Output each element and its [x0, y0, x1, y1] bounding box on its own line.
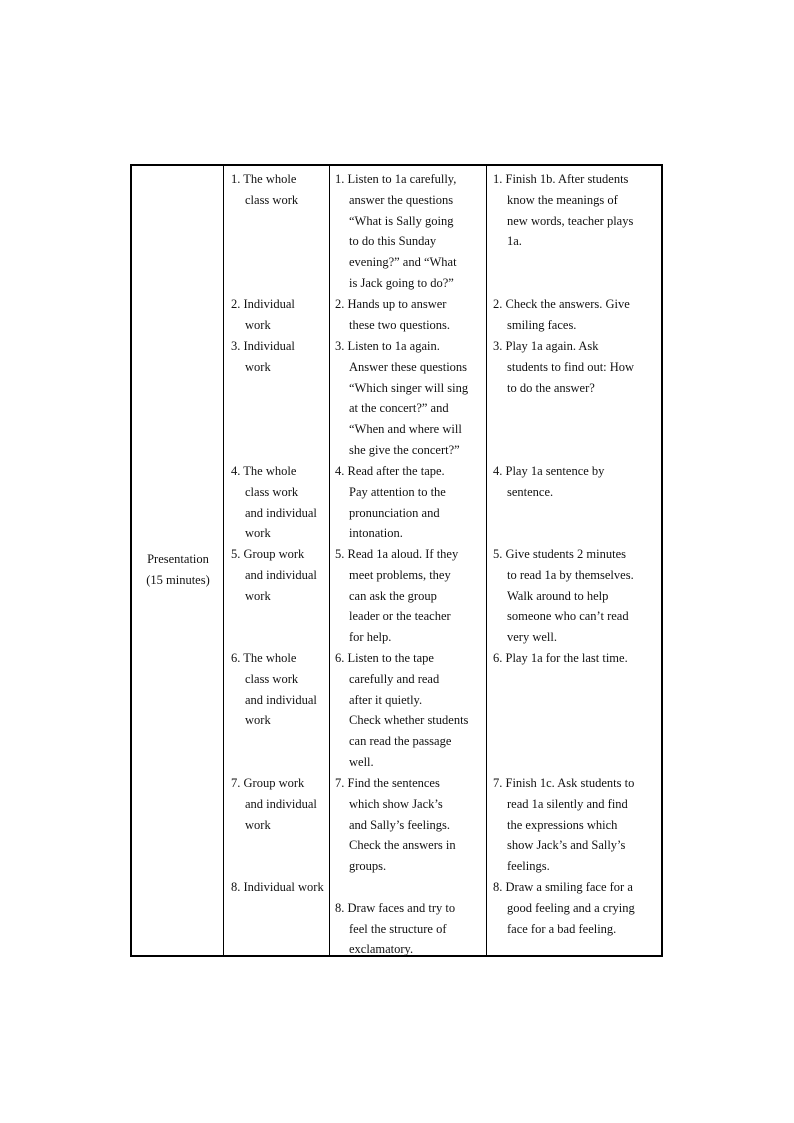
- student-activity-line: pronunciation and: [349, 505, 440, 520]
- training-form-line: work: [245, 359, 271, 374]
- student-activity-cell: [330, 648, 486, 773]
- student-activity-line: which show Jack’s: [349, 796, 443, 811]
- training-form-line: 7. Group work: [231, 776, 305, 790]
- student-activity-line: these two questions.: [349, 317, 451, 332]
- student-activity-line: carefully and read: [349, 671, 440, 686]
- student-activity-cell: [330, 294, 486, 336]
- training-form-line: 6. The whole: [231, 651, 297, 665]
- teacher-activity-line: 5. Give students 2 minutes: [493, 547, 626, 561]
- student-activity-line: Pay attention to the: [349, 484, 446, 499]
- training-form-line: class work: [245, 192, 299, 207]
- training-form-cell: [224, 877, 329, 898]
- teacher-activity-cell: [487, 648, 662, 669]
- training-form-line: 5. Group work: [231, 547, 305, 561]
- teacher-activity-line: 7. Finish 1c. Ask students to: [493, 776, 635, 790]
- student-activity-line: at the concert?” and: [349, 401, 449, 416]
- student-activity-line: feel the structure of: [349, 921, 447, 936]
- training-form-line: work: [245, 713, 271, 728]
- student-activity-line: groups.: [349, 859, 387, 874]
- training-form-cell: [224, 773, 329, 835]
- student-activity-line: is Jack going to do?”: [349, 275, 454, 290]
- training-form-cell: [224, 461, 329, 544]
- student-activity-line: 7. Find the sentences: [335, 776, 440, 790]
- student-activity-line: exclamatory.: [349, 942, 414, 957]
- student-activity-line: Check whether students: [349, 713, 469, 728]
- training-form-line: and individual: [245, 567, 317, 582]
- training-form-line: and individual: [245, 505, 317, 520]
- student-activity-line: she give the concert?”: [349, 442, 460, 457]
- teacher-activity-line: someone who can’t read: [507, 609, 629, 624]
- stage-cell: [132, 549, 224, 591]
- student-activity-line: 1. Listen to 1a carefully,: [335, 172, 457, 186]
- training-form-cell: [224, 169, 329, 211]
- student-activity-line: to do this Sunday: [349, 234, 437, 249]
- student-activity-line: “Which singer will sing: [349, 380, 469, 395]
- teacher-activity-line: the expressions which: [507, 817, 618, 832]
- training-form-line: class work: [245, 484, 299, 499]
- student-activity-line: 4. Read after the tape.: [335, 464, 445, 478]
- training-form-line: class work: [245, 671, 299, 686]
- training-form-line: 1. The whole: [231, 172, 297, 186]
- teacher-activity-cell: [487, 544, 662, 648]
- training-form-line: 4. The whole: [231, 464, 297, 478]
- training-form-cell: [224, 648, 329, 731]
- training-form-line: work: [245, 526, 271, 541]
- training-form-line: 2. Individual: [231, 297, 295, 311]
- training-form-cell: [224, 544, 329, 606]
- student-activity-line: can ask the group: [349, 588, 437, 603]
- teacher-activity-line: 4. Play 1a sentence by: [493, 464, 605, 478]
- teacher-activity-line: to do the answer?: [507, 380, 595, 395]
- student-activity-line: can read the passage: [349, 734, 452, 749]
- student-activity-line: “What is Sally going: [349, 213, 454, 228]
- training-form-line: 3. Individual: [231, 339, 295, 353]
- teacher-activity-line: 8. Draw a smiling face for a: [493, 880, 633, 894]
- teacher-activity-line: smiling faces.: [507, 317, 577, 332]
- teacher-activity-line: 2. Check the answers. Give: [493, 297, 630, 311]
- training-form-line: work: [245, 588, 271, 603]
- student-activity-cell: [330, 877, 486, 960]
- student-activity-cell: [330, 336, 486, 461]
- student-activity-line: well.: [349, 754, 374, 769]
- student-activity-line: 2. Hands up to answer: [335, 297, 447, 311]
- student-activity-line: 6. Listen to the tape: [335, 651, 434, 665]
- student-activity-line: 8. Draw faces and try to: [335, 900, 456, 915]
- student-activity-line: “When and where will: [349, 422, 462, 437]
- student-activity-line: evening?” and “What: [349, 255, 457, 270]
- student-activity-line: 5. Read 1a aloud. If they: [335, 547, 459, 561]
- teacher-activity-line: to read 1a by themselves.: [507, 567, 634, 582]
- teacher-activity-cell: [487, 877, 662, 939]
- teacher-activity-line: feelings.: [507, 859, 550, 874]
- teacher-activity-cell: [487, 461, 662, 503]
- teacher-activity-line: face for a bad feeling.: [507, 921, 617, 936]
- teacher-activity-line: 6. Play 1a for the last time.: [493, 651, 628, 665]
- training-form-cell: [224, 336, 329, 378]
- student-activity-cell: [330, 544, 486, 648]
- student-activity-line: leader or the teacher: [349, 609, 451, 624]
- teacher-activity-line: 1a.: [507, 234, 522, 249]
- student-activity-line: [335, 877, 481, 898]
- student-activity-line: 3. Listen to 1a again.: [335, 339, 440, 353]
- student-activity-line: and Sally’s feelings.: [349, 817, 451, 832]
- student-activity-line: intonation.: [349, 526, 403, 541]
- student-activity-cell: [330, 169, 486, 294]
- teacher-activity-cell: [487, 336, 662, 398]
- student-activity-cell: [330, 773, 486, 877]
- teacher-activity-line: students to find out: How: [507, 359, 635, 374]
- training-form-line: work: [245, 817, 271, 832]
- teacher-activity-line: know the meanings of: [507, 192, 618, 207]
- teacher-activity-cell: [487, 169, 662, 252]
- student-activity-line: for help.: [349, 630, 392, 645]
- teacher-activity-line: 1. Finish 1b. After students: [493, 172, 629, 186]
- student-activity-line: Check the answers in: [349, 838, 456, 853]
- student-activity-line: meet problems, they: [349, 567, 451, 582]
- training-form-line: work: [245, 317, 271, 332]
- teacher-activity-line: 3. Play 1a again. Ask: [493, 339, 599, 353]
- student-activity-line: Answer these questions: [349, 359, 468, 374]
- teacher-activity-cell: [487, 773, 662, 877]
- teacher-activity-line: show Jack’s and Sally’s: [507, 838, 626, 853]
- teacher-activity-line: read 1a silently and find: [507, 796, 628, 811]
- lesson-plan-table: [130, 164, 663, 957]
- teacher-activity-line: good feeling and a crying: [507, 900, 635, 915]
- training-form-line: 8. Individual work: [231, 880, 324, 894]
- stage-time: (15 minutes): [146, 573, 210, 587]
- training-form-line: and individual: [245, 692, 317, 707]
- teacher-activity-line: sentence.: [507, 484, 554, 499]
- teacher-activity-line: new words, teacher plays: [507, 213, 634, 228]
- student-activity-line: after it quietly.: [349, 692, 423, 707]
- teacher-activity-line: Walk around to help: [507, 588, 609, 603]
- student-activity-line: answer the questions: [349, 192, 454, 207]
- teacher-activity-line: very well.: [507, 630, 557, 645]
- stage-name: Presentation: [147, 552, 209, 566]
- training-form-line: and individual: [245, 796, 317, 811]
- training-form-cell: [224, 294, 329, 336]
- student-activity-cell: [330, 461, 486, 544]
- teacher-activity-cell: [487, 294, 662, 336]
